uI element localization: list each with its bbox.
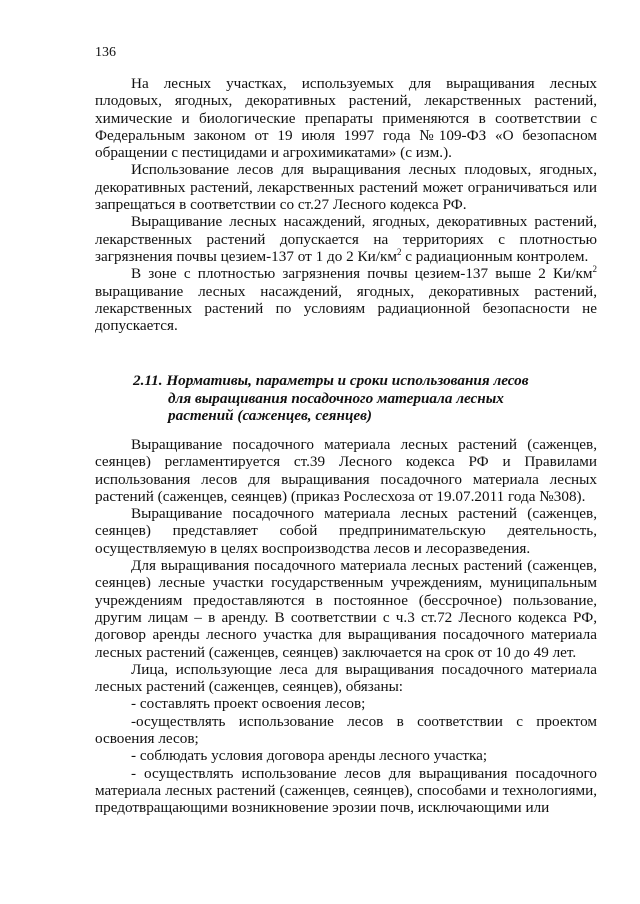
list-item: -осуществлять использование лесов в соответствии с проектом освоения лесов; xyxy=(95,712,597,748)
section-heading xyxy=(95,372,597,425)
list-item: - соблюдать условия договора аренды лесного участка; xyxy=(131,747,488,765)
paragraph-text: выращивание лесных насаждений, ягодных, декоративных растений, лекарственных растений по условиям радиационной безопасности не допускается. xyxy=(95,282,597,335)
heading-line: для выращивания посадочного материала лесных xyxy=(168,389,504,407)
paragraph: Лица, использующие леса для выращивания посадочного материала лесных растений (саженцев, сеянцев), обязаны: xyxy=(95,660,597,696)
paragraph: Выращивание посадочного материала лесных растений (саженцев, сеянцев) представляет собой предпринимательскую деятельность, осуществляемую в целях воспроизводства лесов и лесоразведения. xyxy=(95,505,597,557)
list-item: - составлять проект освоения лесов; xyxy=(131,695,366,713)
heading-line: растений (саженцев, сеянцев) xyxy=(168,407,372,424)
paragraph-text: Выращивание лесных насаждений, ягодных, декоративных растений, лекарственных растений допускается на территориях с плотностью загрязнения почвы цезием-137 от 1 до 2 Ки/км xyxy=(95,213,597,265)
page-number: 136 xyxy=(95,45,116,60)
heading-line: 2.11. Нормативы, параметры и сроки использования лесов xyxy=(133,372,529,389)
paragraph xyxy=(95,213,597,265)
superscript: 2 xyxy=(592,264,597,275)
paragraph-text: В зоне с плотностью загрязнения почвы цезием-137 выше 2 Ки/км xyxy=(131,265,593,283)
superscript: 2 xyxy=(396,246,402,257)
paragraph xyxy=(95,265,597,334)
paragraph: Выращивание посадочного материала лесных растений (саженцев, сеянцев) регламентируется ст.39 Лесного кодекса РФ и Правилами использования лесов для выращивания посадочного материала лесных растений (саженцев, сеянцев) (приказ Рослесхоза от 19.07.2011 года №308). xyxy=(95,436,597,505)
paragraph: Для выращивания посадочного материала лесных растений (саженцев, сеянцев) лесные участки государственным учреждениям, муниципальным учреждениям предоставляются в постоянное (бессрочное) пользование, другим лицам – в аренду. В соответствии с ч.3 ст.72 Лесного кодекса РФ, договор аренды лесного участка для выращивания посадочного материала лесных растений (саженцев, сеянцев) заключается на срок от 10 до 49 лет. xyxy=(95,557,597,661)
list-item: - осуществлять использование лесов для выращивания посадочного материала лесных растений (саженцев, сеянцев), способами и технологиями, предотвращающими возникновение эрозии почв, исключающими или xyxy=(95,764,597,817)
paragraph: На лесных участках, используемых для выращивания лесных плодовых, ягодных, декоративных растений, лекарственных растений, химические и биологические препараты применяются в соответствии с Федеральным законом от 19 июля 1997 года №109-ФЗ «О безопасном обращении с пестицидами и агрохимикатами» (с изм.). xyxy=(95,75,597,162)
section-text-block xyxy=(95,75,597,334)
section-text-block xyxy=(95,436,597,817)
paragraph-text: с радиационным контролем. xyxy=(401,247,589,265)
paragraph: Использование лесов для выращивания лесных плодовых, ягодных, декоративных растений, лекарственных растений может ограничиваться или запрещаться в соответствии со ст.27 Лесного кодекса РФ. xyxy=(95,161,597,214)
